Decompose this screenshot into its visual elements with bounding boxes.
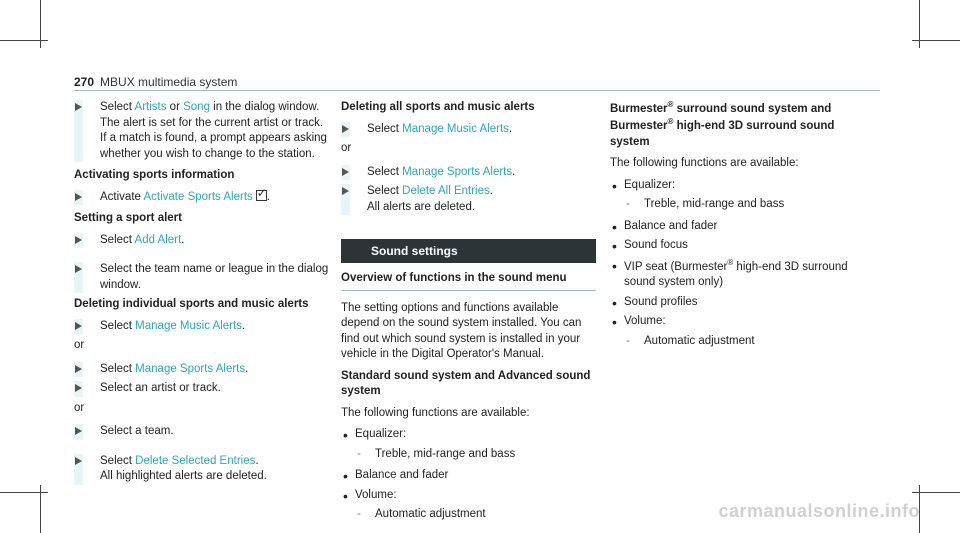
section-heading <box>610 100 880 150</box>
step-text: . <box>512 165 516 178</box>
list-item: • Equalizer: <box>610 178 880 194</box>
step-text: . <box>241 319 246 332</box>
arrow-icon <box>74 100 83 162</box>
paragraph: The following functions are available: <box>341 406 530 419</box>
menu-link-add-alert[interactable]: Add Alert <box>134 233 182 246</box>
watermark: carmanualsonline.info <box>718 500 920 521</box>
list-item: • Balance and fader <box>341 468 596 484</box>
crop-mark <box>0 492 48 493</box>
step-note: All highlighted alerts are deleted. <box>100 470 267 483</box>
heading-text: Burmester <box>610 102 668 115</box>
crop-mark <box>912 40 960 41</box>
menu-link-manage-sports-alerts[interactable]: Manage Sports Alerts <box>402 165 513 178</box>
arrow-icon <box>74 381 83 397</box>
arrow-icon <box>74 454 83 485</box>
list-item: • Sound profiles <box>610 295 880 311</box>
step-text: . <box>266 190 270 203</box>
list-item: • Equalizer: <box>341 427 596 443</box>
menu-link-activate-sports-alerts[interactable]: Activate Sports Alerts <box>143 190 253 203</box>
section-heading: Deleting individual sports and music alerts <box>74 298 309 311</box>
arrow-icon <box>74 262 83 293</box>
sub-list-item: - Treble, mid-range and bass <box>610 197 880 213</box>
step-text: Select <box>367 165 403 178</box>
page-number: 270 <box>74 75 95 89</box>
step-text: Select <box>100 319 136 332</box>
step-text: . <box>181 233 185 246</box>
step-text: Select the team name or league in the dialog window. <box>100 263 329 291</box>
section-heading: Activating sports information <box>74 169 235 182</box>
step-text: Activate <box>100 190 144 203</box>
header-divider <box>74 90 880 91</box>
registered-mark: ® <box>667 117 674 127</box>
list-item <box>610 258 880 291</box>
step-item <box>74 381 329 397</box>
arrow-icon <box>74 190 83 206</box>
section-heading: Standard sound system and Advanced sound system <box>341 369 591 398</box>
menu-link-artists[interactable]: Artists <box>134 101 167 113</box>
section-heading: Setting a sport alert <box>74 212 182 225</box>
menu-link-manage-music-alerts[interactable]: Manage Music Alerts <box>402 122 509 135</box>
arrow-icon <box>74 424 83 440</box>
arrow-icon <box>341 165 350 181</box>
checkbox-icon[interactable] <box>256 190 267 201</box>
section-banner: Sound settings <box>341 239 596 263</box>
heading-text: system <box>610 135 650 148</box>
step-text: . <box>245 362 249 375</box>
step-text: in the dialog window. <box>209 101 320 113</box>
list-text: VIP seat (Burmester <box>624 260 728 273</box>
step-item <box>74 233 329 249</box>
step-text: Select a team. <box>100 425 174 438</box>
intro-paragraph: The setting options and functions available depend on the sound system installed. You can find out which sound system is installed in your vehicle in the Digital Operator's Manual. <box>341 301 582 361</box>
step-item <box>74 262 329 293</box>
arrow-icon <box>74 319 83 335</box>
step-text: Select an artist or track. <box>100 382 221 395</box>
step-item <box>341 122 596 138</box>
menu-link-manage-sports-alerts[interactable]: Manage Sports Alerts <box>135 362 246 375</box>
column-left <box>74 100 329 489</box>
list-item: • Volume: <box>341 488 596 504</box>
step-text: Select <box>100 233 135 246</box>
list-item: • Balance and fader <box>610 219 880 235</box>
menu-link-delete-selected-entries[interactable]: Delete Selected Entries <box>135 454 256 467</box>
arrow-icon <box>74 233 83 249</box>
menu-link-manage-music-alerts[interactable]: Manage Music Alerts <box>135 319 242 332</box>
sub-list-item: - Automatic adjustment <box>610 334 880 350</box>
step-item <box>74 319 329 335</box>
sub-list-item: - Treble, mid-range and bass <box>341 447 596 463</box>
paragraph: The following functions are available: <box>610 157 799 170</box>
step-text: or <box>166 101 184 113</box>
registered-mark: ® <box>667 100 674 109</box>
arrow-icon <box>341 122 350 138</box>
or-text: or <box>74 339 85 352</box>
step-text: Select <box>100 362 136 375</box>
step-text: Select <box>100 101 135 113</box>
page-header <box>74 74 237 90</box>
step-item <box>74 424 329 440</box>
step-item <box>74 100 329 162</box>
column-right <box>610 100 880 355</box>
step-item <box>74 454 329 485</box>
registered-mark: ® <box>727 257 734 267</box>
heading-text: surround sound system and <box>673 102 832 115</box>
crop-mark <box>0 40 48 41</box>
column-middle <box>341 100 596 529</box>
heading-text: high-end 3D surround sound <box>673 120 835 133</box>
crop-mark <box>912 492 960 493</box>
subsection-heading: Overview of functions in the sound menu <box>341 271 596 291</box>
step-text: Select <box>100 454 136 467</box>
step-item <box>74 362 329 378</box>
step-text: . <box>489 185 493 198</box>
step-text: Select <box>367 122 403 135</box>
page-title: MBUX multimedia system <box>100 75 238 89</box>
section-heading: Deleting all sports and music alerts <box>341 101 535 113</box>
step-text: Select <box>367 185 403 198</box>
step-item <box>341 184 596 215</box>
step-item <box>74 190 329 206</box>
arrow-icon <box>341 184 350 215</box>
menu-link-song[interactable]: Song <box>183 101 210 113</box>
step-text: . <box>508 122 513 135</box>
step-note: The alert is set for the current artist or track. If a match is found, a prompt appears asking whether you wish to change to the station. <box>100 116 327 160</box>
list-item: • Volume: <box>610 314 880 330</box>
arrow-icon <box>74 362 83 378</box>
step-item <box>341 165 596 181</box>
sub-list-item: - Automatic adjustment <box>341 507 596 523</box>
step-note: All alerts are deleted. <box>367 200 476 213</box>
list-text: high-end 3D surround sound system only) <box>624 260 848 289</box>
list-item: • Sound focus <box>610 238 880 254</box>
heading-text: Burmester <box>610 120 668 133</box>
menu-link-delete-all-entries[interactable]: Delete All Entries <box>402 185 490 198</box>
or-text: or <box>74 401 85 414</box>
step-text: . <box>255 454 259 467</box>
or-text: or <box>341 142 352 155</box>
